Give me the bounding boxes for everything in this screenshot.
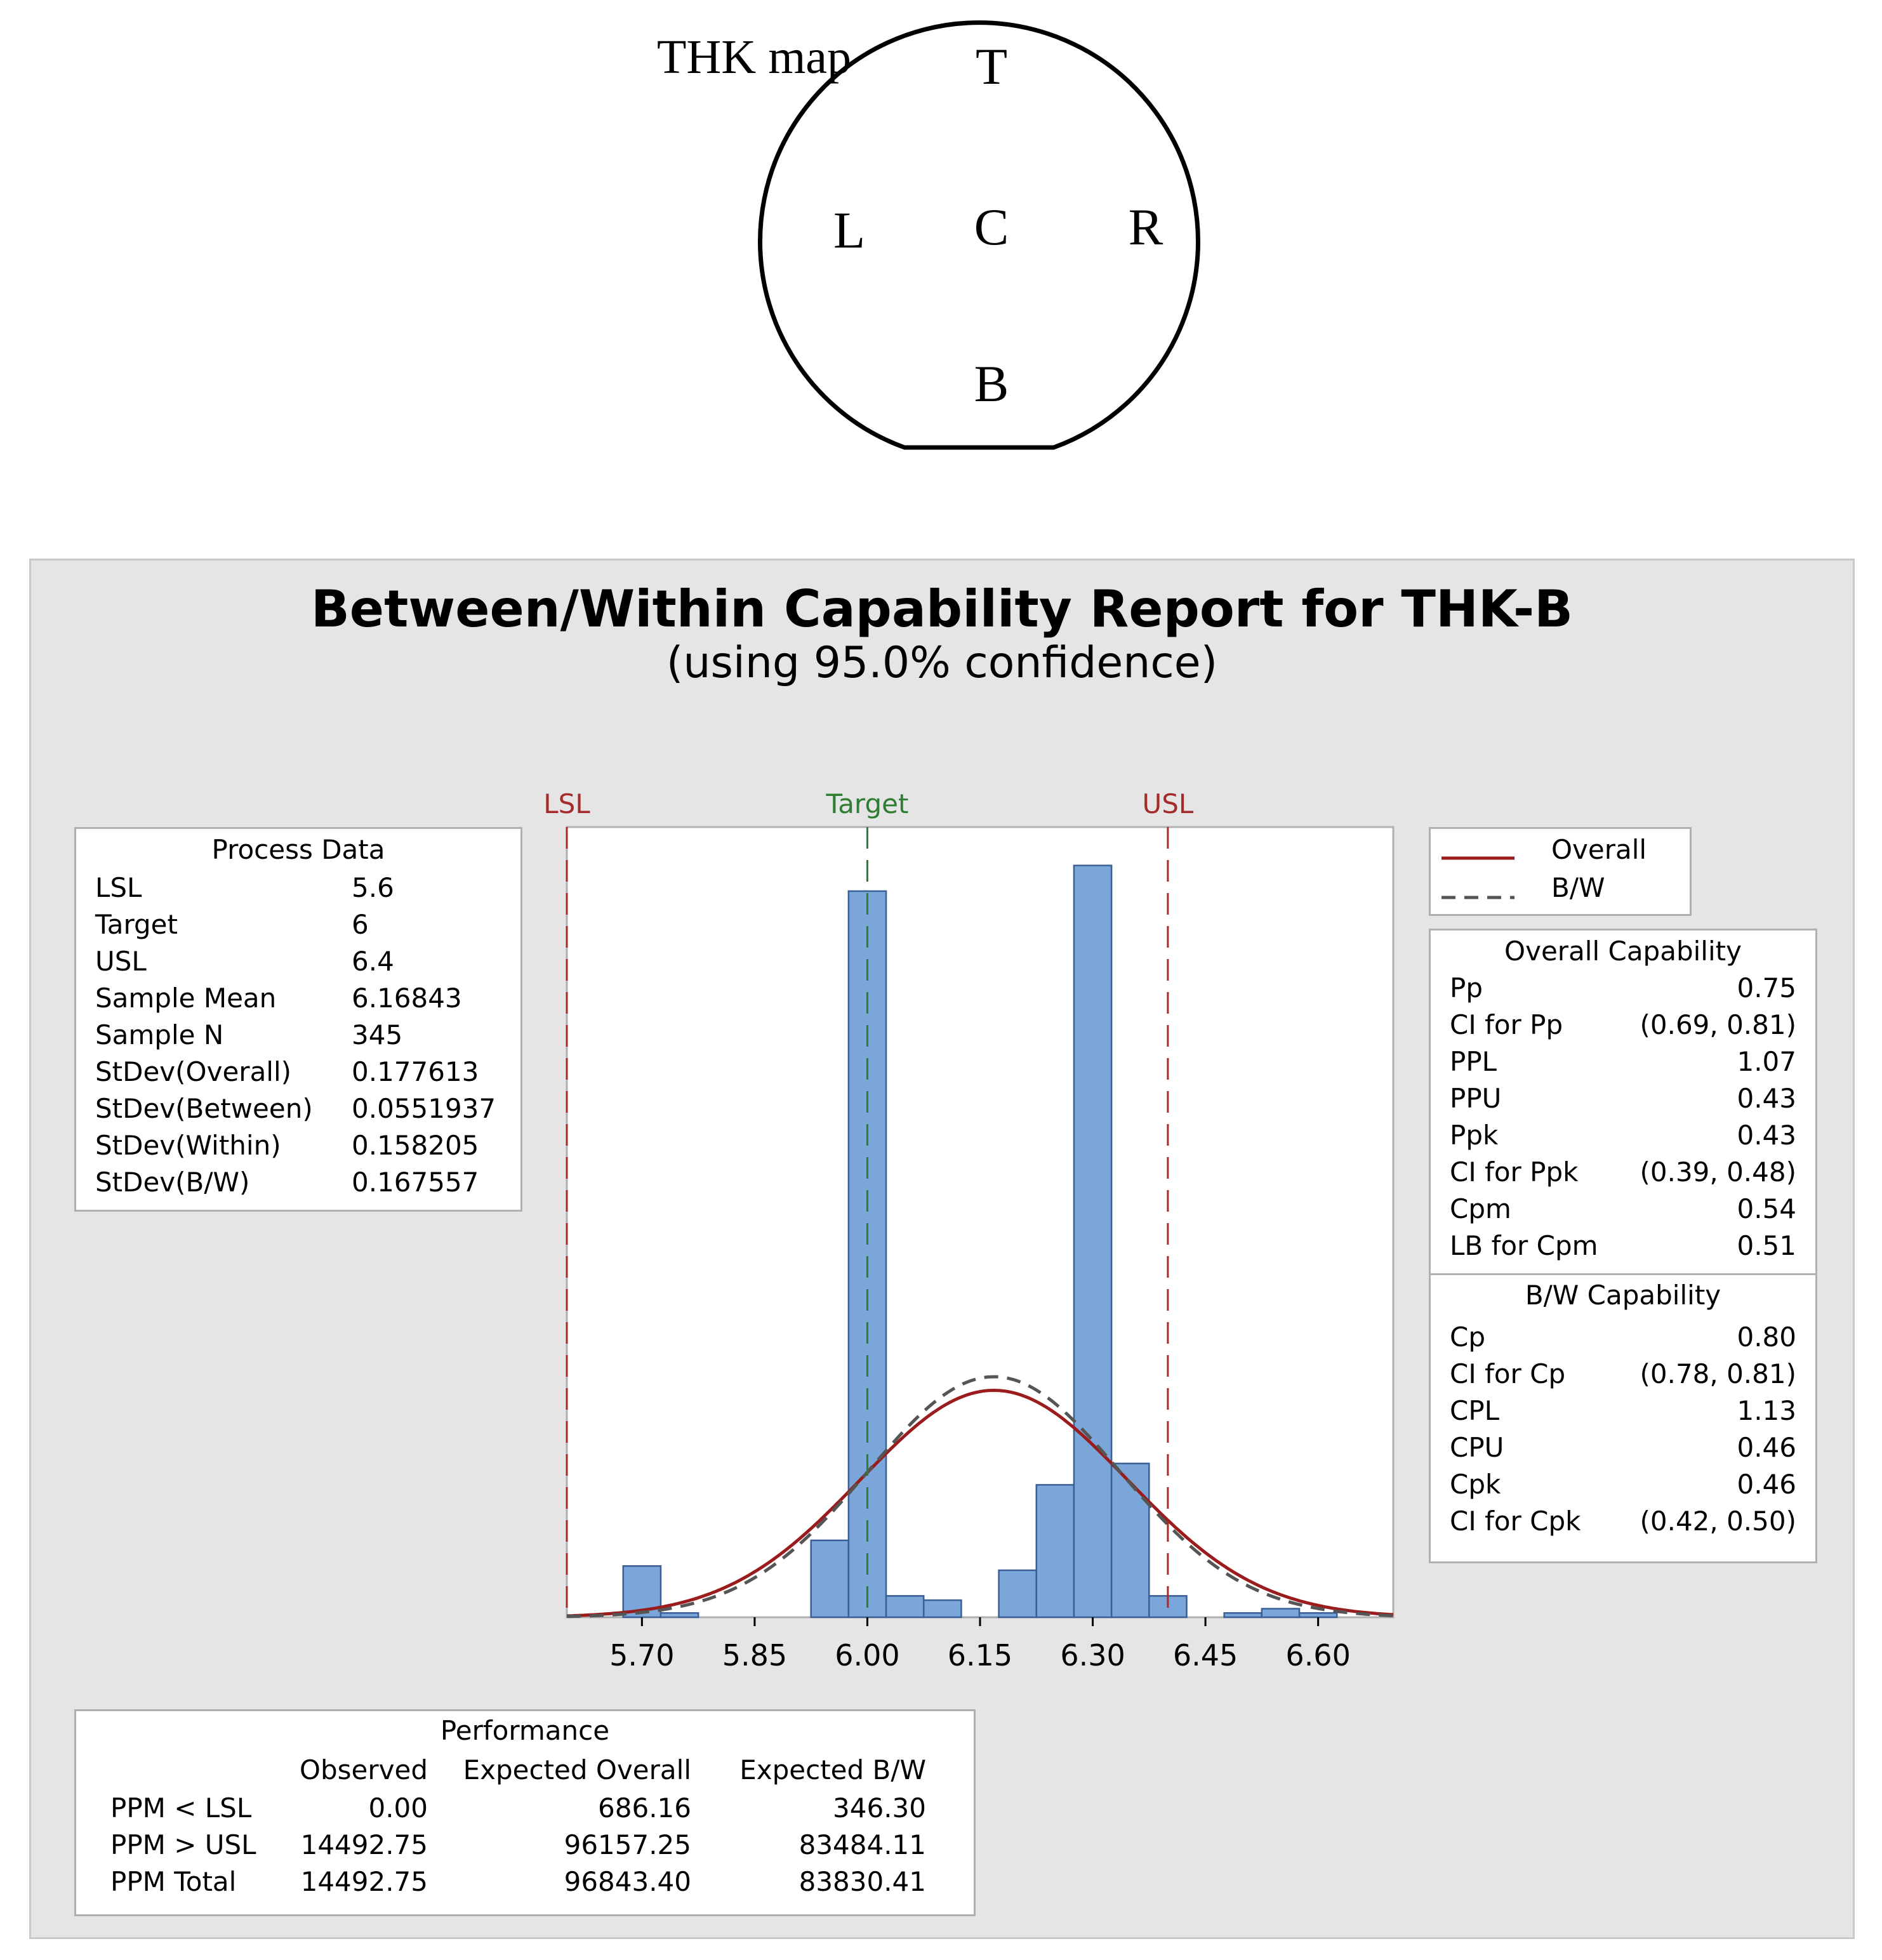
process-data-value: 5.6 xyxy=(352,872,394,903)
process-data-label: StDev(Between) xyxy=(95,1093,313,1124)
histogram-bar xyxy=(661,1613,698,1617)
overall-capability-value: 0.54 xyxy=(1737,1193,1796,1224)
performance-row-label: PPM < LSL xyxy=(110,1792,252,1824)
overall-capability-label: LB for Cpm xyxy=(1450,1230,1598,1261)
histogram-bar xyxy=(811,1540,849,1617)
overall-capability-label: Ppk xyxy=(1450,1120,1499,1151)
x-tick-label: 5.85 xyxy=(722,1638,788,1672)
overall-capability-value: 0.51 xyxy=(1737,1230,1796,1261)
performance-cell: 83484.11 xyxy=(799,1829,926,1860)
legend-overall-label: Overall xyxy=(1551,834,1647,865)
histogram-bar xyxy=(1299,1613,1337,1617)
histogram-bar xyxy=(924,1600,961,1617)
overall-capability-row xyxy=(1431,1043,1815,1080)
bw-capability-label: CI for Cp xyxy=(1450,1358,1566,1389)
legend-bw-label: B/W xyxy=(1551,872,1605,903)
map-label-right: R xyxy=(1128,198,1163,256)
overall-capability-box xyxy=(1429,929,1817,1563)
overall-capability-row xyxy=(1431,1117,1815,1154)
process-data-label: StDev(B/W) xyxy=(95,1167,250,1198)
process-data-label: LSL xyxy=(95,872,142,903)
overall-capability-label: PPU xyxy=(1450,1083,1502,1114)
x-tick-label: 6.45 xyxy=(1172,1638,1238,1672)
performance-cell: 346.30 xyxy=(833,1792,926,1824)
performance-cell: 686.16 xyxy=(598,1792,691,1824)
process-data-label: USL xyxy=(95,946,147,977)
legend-box xyxy=(1429,827,1692,916)
spec-label-lsl: LSL xyxy=(543,788,590,819)
performance-title: Performance xyxy=(440,1715,610,1746)
bw-capability-value: 0.46 xyxy=(1737,1469,1796,1500)
bw-capability-title: B/W Capability xyxy=(1525,1280,1721,1311)
performance-cell: 0.00 xyxy=(368,1792,428,1824)
overall-capability-label: CI for Ppk xyxy=(1450,1156,1579,1188)
bw-capability-label: CPL xyxy=(1450,1395,1500,1426)
bw-capability-row xyxy=(1431,1429,1815,1466)
map-title: THK map xyxy=(657,30,852,84)
overall-capability-value: 1.07 xyxy=(1737,1046,1796,1077)
x-tick-label: 6.30 xyxy=(1060,1638,1125,1672)
performance-column-header: Expected Overall xyxy=(463,1754,691,1785)
performance-box xyxy=(74,1709,976,1916)
bw-capability-value: 1.13 xyxy=(1737,1395,1796,1426)
process-data-label: Target xyxy=(95,909,178,940)
report-subtitle: (using 95.0% confidence) xyxy=(666,638,1218,688)
x-tick-label: 5.70 xyxy=(609,1638,675,1672)
bw-capability-row xyxy=(1431,1319,1815,1356)
bw-capability-value: (0.42, 0.50) xyxy=(1640,1506,1796,1537)
plot-area xyxy=(567,827,1393,1617)
bw-capability-value: 0.46 xyxy=(1737,1432,1796,1463)
x-tick-label: 6.00 xyxy=(835,1638,900,1672)
performance-column-header: Expected B/W xyxy=(739,1754,926,1785)
performance-cell: 96157.25 xyxy=(564,1829,691,1860)
process-data-label: Sample N xyxy=(95,1019,224,1050)
overall-capability-value: (0.69, 0.81) xyxy=(1640,1009,1796,1040)
process-data-label: StDev(Within) xyxy=(95,1130,281,1161)
process-data-value: 0.167557 xyxy=(352,1167,479,1198)
thk-map xyxy=(0,0,1882,482)
histogram-bar xyxy=(886,1596,924,1617)
bw-capability-label: CI for Cpk xyxy=(1450,1506,1581,1537)
overall-capability-row xyxy=(1431,1007,1815,1043)
process-data-value: 345 xyxy=(352,1019,403,1050)
bw-capability-row xyxy=(1431,1393,1815,1429)
performance-column-header: Observed xyxy=(299,1754,428,1785)
process-data-value: 0.177613 xyxy=(352,1056,479,1087)
overall-capability-label: PPL xyxy=(1450,1046,1497,1077)
bw-capability-row xyxy=(1431,1466,1815,1503)
overall-capability-row xyxy=(1431,970,1815,1007)
histogram-bar xyxy=(999,1570,1037,1617)
overall-capability-label: Pp xyxy=(1450,972,1483,1003)
bw-capability-row xyxy=(1431,1356,1815,1393)
capability-report xyxy=(29,559,1855,1939)
process-data-title: Process Data xyxy=(211,834,385,865)
performance-cell: 14492.75 xyxy=(300,1829,428,1860)
process-data-value: 6.16843 xyxy=(352,983,462,1014)
capability-divider xyxy=(1431,1273,1815,1275)
x-tick-label: 6.60 xyxy=(1285,1638,1351,1672)
overall-capability-value: (0.39, 0.48) xyxy=(1640,1156,1796,1188)
process-data-value: 0.158205 xyxy=(352,1130,479,1161)
overall-capability-value: 0.43 xyxy=(1737,1083,1796,1114)
overall-capability-row xyxy=(1431,1191,1815,1228)
histogram-bar xyxy=(1074,866,1111,1617)
performance-cell: 96843.40 xyxy=(564,1866,691,1897)
bw-capability-label: CPU xyxy=(1450,1432,1504,1463)
bw-capability-label: Cpk xyxy=(1450,1469,1501,1500)
x-tick-label: 6.15 xyxy=(947,1638,1013,1672)
overall-capability-title: Overall Capability xyxy=(1504,936,1742,967)
overall-capability-row xyxy=(1431,1228,1815,1264)
performance-row-label: PPM Total xyxy=(110,1866,237,1897)
bw-capability-label: Cp xyxy=(1450,1321,1485,1353)
map-label-top: T xyxy=(975,37,1008,95)
performance-cell: 14492.75 xyxy=(300,1866,428,1897)
performance-cell: 83830.41 xyxy=(799,1866,926,1897)
bw-capability-value: 0.80 xyxy=(1737,1321,1796,1353)
map-label-left: L xyxy=(833,201,866,259)
histogram-bar xyxy=(1037,1485,1074,1617)
spec-label-target: Target xyxy=(826,788,909,819)
process-data-label: Sample Mean xyxy=(95,983,277,1014)
process-data-value: 6.4 xyxy=(352,946,394,977)
overall-capability-value: 0.75 xyxy=(1737,972,1796,1003)
histogram-bar xyxy=(1262,1609,1299,1617)
performance-row-label: PPM > USL xyxy=(110,1829,256,1860)
overall-capability-label: Cpm xyxy=(1450,1193,1511,1224)
process-data-label: StDev(Overall) xyxy=(95,1056,292,1087)
histogram-bar xyxy=(1111,1464,1149,1617)
bw-capability-row xyxy=(1431,1503,1815,1540)
process-data-value: 0.0551937 xyxy=(352,1093,496,1124)
histogram-bar xyxy=(1224,1613,1262,1617)
bw-capability-value: (0.78, 0.81) xyxy=(1640,1358,1796,1389)
overall-capability-value: 0.43 xyxy=(1737,1120,1796,1151)
process-data-value: 6 xyxy=(352,909,369,940)
overall-capability-label: CI for Pp xyxy=(1450,1009,1563,1040)
map-label-bottom: B xyxy=(974,355,1009,413)
overall-capability-row xyxy=(1431,1154,1815,1191)
spec-label-usl: USL xyxy=(1142,788,1194,819)
overall-capability-row xyxy=(1431,1080,1815,1117)
report-title: Between/Within Capability Report for THK-B xyxy=(310,579,1574,639)
map-label-center: C xyxy=(974,198,1009,256)
